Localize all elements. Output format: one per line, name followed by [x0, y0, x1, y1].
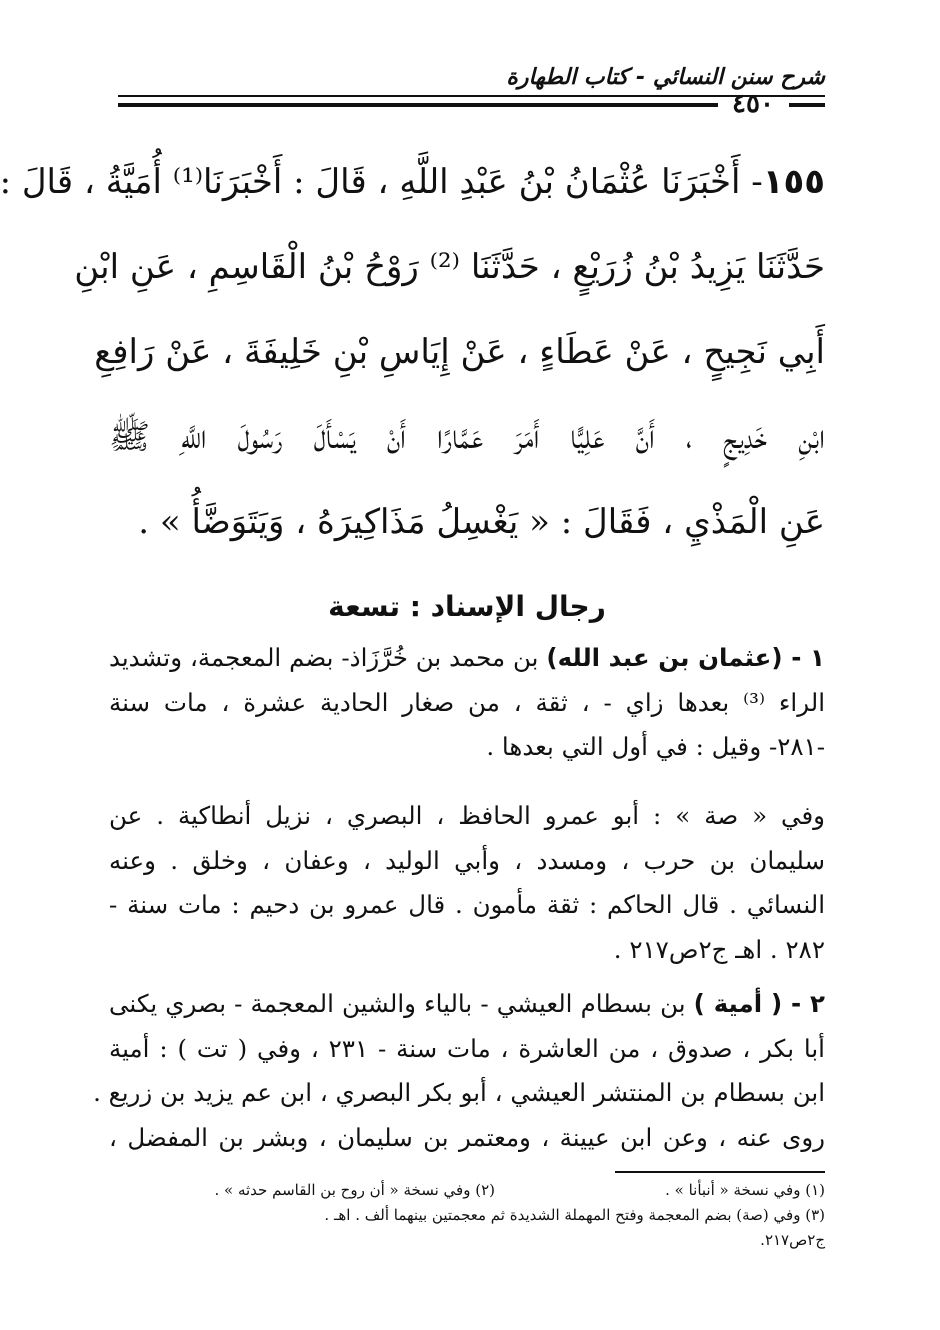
hadith-line: أَبِي نَجِيحٍ ، عَنْ عَطَاءٍ ، عَنْ إِيَاسِ بْنِ خَلِيفَةَ ، عَنْ رَافِعِ — [94, 332, 825, 372]
footnotes — [109, 1178, 825, 1253]
footnote-rule — [615, 1171, 825, 1173]
hadith-line — [0, 140, 825, 225]
hadith-text — [0, 140, 825, 565]
narrator-paragraph — [109, 636, 825, 770]
footnote-2: (٢) وفي نسخة « أن روح بن القاسم حدثه » . — [214, 1181, 495, 1199]
body-line: سليمان بن حرب ، ومسدد ، وأبي الوليد ، وعفان ، وخلق . وعنه — [109, 845, 825, 875]
body-line: روى عنه ، وعن ابن عيينة ، ومعتمر بن سليمان ، وبشر بن المفضل ، — [109, 1122, 825, 1152]
body-line: ابن بسطام بن المنتشر العيشي ، أبو بكر البصري ، ابن عم يزيد بن زريع . — [93, 1078, 825, 1107]
body-line: ٢٨٢ . اهـ ج٢ص٢١٧ . — [613, 934, 825, 964]
footnote-1: (١) وفي نسخة « أنبأنا » . — [665, 1181, 825, 1199]
footnote-row — [109, 1178, 825, 1203]
footnote-3-continued: ج٢ص٢١٧. — [760, 1231, 825, 1249]
narrator-paragraph — [93, 982, 825, 1160]
header-rule-long — [118, 103, 718, 107]
body-line — [109, 982, 825, 1027]
header-rule-short — [789, 103, 825, 107]
body-line — [109, 636, 825, 681]
narrator-label: ٢ - ( أمية ) — [693, 989, 825, 1018]
footnote-3: (٣) وفي (صة) بضم المعجمة وفتح المهملة الشديدة ثم معجمتين بينهما ألف . اهـ . — [324, 1206, 825, 1224]
body-line: الراء ⁽³⁾ بعدها زاي - ، ثقة ، من صغار الحادية عشرة ، مات سنة — [109, 687, 825, 717]
body-line: -٢٨١- وقيل : في أول التي بعدها . — [486, 732, 825, 761]
hadith-line: حَدَّثَنَا يَزِيدُ بْنُ زُرَيْعٍ ، حَدَّثَنَا ⁽²⁾ رَوْحُ بْنُ الْقَاسِمِ ، عَنِ ابْنِ — [74, 247, 825, 287]
hadith-line: ابْنِ خَدِيجٍ ، أَنَّ عَلِيًّا أَمَرَ عَمَّارًا أَنْ يَسْأَلَ رَسُولَ اللَّهِ ﷺ — [109, 417, 825, 457]
hadith-line: عَنِ الْمَذْيِ ، فَقَالَ : « يَغْسِلُ مَذَاكِيرَهُ ، وَيَتَوَضَّأُ » . — [138, 502, 825, 542]
body-line: وفي « صة » : أبو عمرو الحافظ ، البصري ، نزيل أنطاكية . عن — [109, 801, 825, 830]
body-line: النسائي . قال الحاكم : ثقة مأمون . قال عمرو بن دحيم : مات سنة - — [109, 890, 825, 919]
hadith-number: ١٥٥ — [762, 162, 825, 202]
running-header-title: شرح سنن النسائي - كتاب الطهارة — [506, 65, 825, 90]
page-number: ٤٥٠ — [732, 89, 774, 119]
body-line-text: بن بسطام العيشي - بالياء والشين المعجمة - بصري يكنى — [109, 989, 694, 1018]
narrator-paragraph — [109, 794, 825, 972]
section-heading: رجال الإسناد : تسعة — [328, 590, 606, 623]
hadith-line-text: - أَخْبَرَنَا عُثْمَانُ بْنُ عَبْدِ اللَّهِ ، قَالَ : أَخْبَرَنَا⁽¹⁾ أُمَيَّةُ ، قَالَ : — [0, 162, 763, 202]
body-line: أبا بكر ، صدوق ، من العاشرة ، مات سنة - ٢٣١ ، وفي ( تت ) : أمية — [109, 1033, 825, 1063]
narrator-label: ١ - (عثمان بن عبد الله) — [546, 643, 825, 672]
body-line-text: بن محمد بن خُرَّزَاذ- بضم المعجمة، وتشديد — [109, 643, 547, 672]
